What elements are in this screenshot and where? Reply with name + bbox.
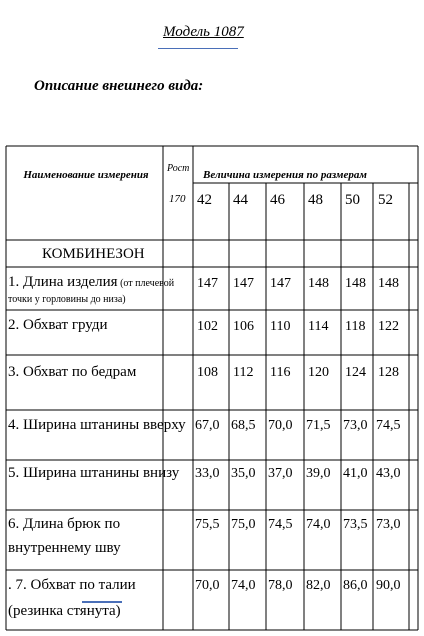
row-label: 4. Ширина штанины вверху: [8, 417, 186, 433]
table-cell: 90,0: [376, 578, 401, 593]
size-header-42: 42: [197, 192, 212, 208]
table-cell: 33,0: [195, 466, 220, 481]
table-cell: 75,5: [195, 517, 220, 532]
table-cell: 148: [378, 276, 399, 291]
table-cell: 70,0: [268, 418, 293, 433]
table-cell: 70,0: [195, 578, 220, 593]
table-cell: 73,5: [343, 517, 368, 532]
table-cell: 74,0: [231, 578, 256, 593]
table-cell: 73,0: [343, 418, 368, 433]
table-cell: 148: [308, 276, 329, 291]
table-cell: 102: [197, 319, 218, 334]
size-header-48: 48: [308, 192, 323, 208]
table-cell: 110: [270, 319, 291, 334]
table-cell: 74,5: [376, 418, 401, 433]
header-height-value: 170: [169, 193, 186, 205]
table-cell: 75,0: [231, 517, 256, 532]
table-cell: 74,0: [306, 517, 331, 532]
table-cell: 122: [378, 319, 399, 334]
header-height-label: Рост: [167, 163, 190, 174]
header-size-measure: Величина измерения по размерам: [203, 169, 367, 181]
row-label: . 7. Обхват по талии: [8, 577, 136, 593]
size-header-46: 46: [270, 192, 285, 208]
table-cell: 86,0: [343, 578, 368, 593]
section-title: КОМБИНЕЗОН: [42, 246, 145, 262]
table-cell: 41,0: [343, 466, 368, 481]
table-cell: 78,0: [268, 578, 293, 593]
table-cell: 74,5: [268, 517, 293, 532]
table-cell: 68,5: [231, 418, 256, 433]
table-cell: 108: [197, 365, 218, 380]
size-header-44: 44: [233, 192, 248, 208]
row-label: 1. Длина изделия (от плечевой: [8, 274, 175, 290]
row-label-line2: точки у горловины до низа): [8, 294, 126, 305]
description-heading: Описание внешнего вида:: [34, 78, 204, 94]
row-label: 6. Длина брюк по: [8, 516, 121, 532]
model-title: Модель 1087: [163, 24, 244, 40]
table-cell: 148: [345, 276, 366, 291]
table-cell: 147: [197, 276, 218, 291]
table-cell: 67,0: [195, 418, 220, 433]
row-label: 2. Обхват груди: [8, 317, 108, 333]
table-cell: 71,5: [306, 418, 331, 433]
row-label-line2: (резинка стянута): [8, 603, 121, 619]
spellcheck-underline: [158, 46, 238, 49]
table-cell: 35,0: [231, 466, 256, 481]
table-cell: 116: [270, 365, 291, 380]
table-cell: 147: [270, 276, 291, 291]
table-cell: 128: [378, 365, 399, 380]
row-label: 5. Ширина штанины внизу: [8, 465, 180, 481]
row-label: 3. Обхват по бедрам: [8, 364, 137, 380]
size-header-52: 52: [378, 192, 393, 208]
size-header-50: 50: [345, 192, 360, 208]
table-cell: 37,0: [268, 466, 293, 481]
table-cell: 39,0: [306, 466, 331, 481]
row-label-line2: внутреннему шву: [8, 540, 121, 556]
table-cell: 106: [233, 319, 254, 334]
table-cell: 118: [345, 319, 366, 334]
table-cell: 112: [233, 365, 254, 380]
table-cell: 124: [345, 365, 366, 380]
table-cell: 147: [233, 276, 254, 291]
table-cell: 114: [308, 319, 329, 334]
table-cell: 43,0: [376, 466, 401, 481]
table-cell: 120: [308, 365, 329, 380]
table-cell: 73,0: [376, 517, 401, 532]
header-measurement-name: Наименование измерения: [23, 169, 149, 181]
table-cell: 82,0: [306, 578, 331, 593]
